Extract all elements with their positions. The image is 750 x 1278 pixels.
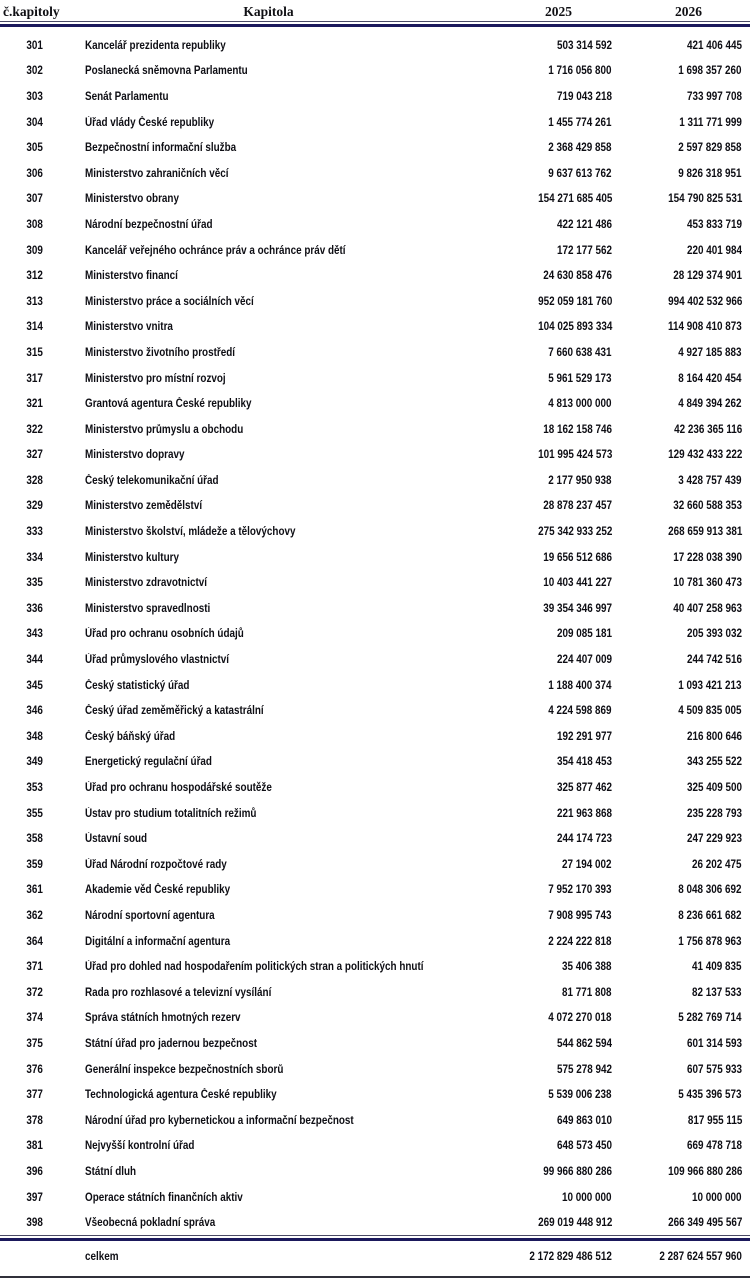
amount-2025: 1 188 400 374 xyxy=(548,679,612,692)
amount-2026: 82 137 533 xyxy=(692,986,742,999)
chapter-code: 313 xyxy=(26,295,44,308)
chapter-name: Všeobecná pokladní správa xyxy=(85,1217,216,1230)
amount-2025: 2 177 950 938 xyxy=(548,474,612,487)
amount-2026: 4 927 185 883 xyxy=(678,346,742,359)
amount-2025: 244 174 723 xyxy=(557,833,612,846)
table-row xyxy=(0,1158,750,1184)
amount-2026: 154 790 825 531 xyxy=(667,193,742,206)
table-row xyxy=(0,1056,750,1082)
chapter-code: 378 xyxy=(26,1114,44,1127)
table-row xyxy=(0,83,750,109)
chapter-code: 314 xyxy=(26,321,44,334)
chapter-name: Rada pro rozhlasové a televizní vysílání xyxy=(85,986,272,999)
amount-2025: 172 177 562 xyxy=(557,244,612,257)
chapter-name: Akademie věd České republiky xyxy=(85,884,231,897)
amount-2026: 8 164 420 454 xyxy=(678,372,742,385)
chapter-name: Energetický regulační úřad xyxy=(85,756,212,769)
chapter-name: Senát Parlamentu xyxy=(85,90,169,103)
chapter-code: 355 xyxy=(26,807,44,820)
chapter-code: 307 xyxy=(26,193,44,206)
amount-2026: 669 478 718 xyxy=(687,1140,742,1153)
amount-2026: 40 407 258 963 xyxy=(673,602,742,615)
chapter-name: Ústavní soud xyxy=(85,833,148,846)
amount-2026: 8 236 661 682 xyxy=(678,909,742,922)
amount-2026: 235 228 793 xyxy=(687,807,742,820)
table-row xyxy=(0,160,750,186)
chapter-code: 397 xyxy=(26,1191,44,1204)
chapter-name: Ministerstvo pro místní rozvoj xyxy=(85,372,226,385)
chapter-name: Ministerstvo kultury xyxy=(85,551,179,564)
header-chapter-name: Kapitola xyxy=(243,3,294,19)
amount-2025: 154 271 685 405 xyxy=(537,193,612,206)
amount-2026: 453 833 719 xyxy=(687,218,742,231)
amount-2026: 42 236 365 116 xyxy=(673,423,742,436)
chapter-name: Ministerstvo práce a sociálních věcí xyxy=(85,295,254,308)
header-year-2026: 2026 xyxy=(675,3,702,19)
amount-2026: 109 966 880 286 xyxy=(667,1165,742,1178)
amount-2026: 205 393 032 xyxy=(687,628,742,641)
table-row xyxy=(0,723,750,749)
amount-2026: 9 826 318 951 xyxy=(678,167,742,180)
chapter-name: Technologická agentura České republiky xyxy=(85,1089,277,1102)
chapter-code: 333 xyxy=(26,526,44,539)
chapter-name: Kancelář prezidenta republiky xyxy=(85,39,226,52)
table-row xyxy=(0,544,750,570)
table-row xyxy=(0,442,750,468)
amount-2026: 41 409 835 xyxy=(692,961,742,974)
amount-2025: 422 121 486 xyxy=(557,218,612,231)
chapter-name: Správa státních hmotných rezerv xyxy=(85,1012,241,1025)
table-row xyxy=(0,211,750,237)
chapter-code: 353 xyxy=(26,782,44,795)
amount-2026: 28 129 374 901 xyxy=(673,270,742,283)
amount-2026: 421 406 445 xyxy=(687,39,742,52)
chapter-name: Bezpečnostní informační služba xyxy=(85,142,237,155)
amount-2026: 17 228 038 390 xyxy=(673,551,742,564)
table-row xyxy=(0,825,750,851)
amount-2025: 7 952 170 393 xyxy=(548,884,612,897)
chapter-name: Ministerstvo životního prostředí xyxy=(85,346,236,359)
chapter-name: Úřad průmyslového vlastnictví xyxy=(85,654,230,667)
table-body xyxy=(0,27,750,1235)
amount-2026: 129 432 433 222 xyxy=(667,449,742,462)
table-row xyxy=(0,1133,750,1159)
chapter-name: Úřad pro ochranu hospodářské soutěže xyxy=(85,782,272,795)
chapter-code: 306 xyxy=(26,167,44,180)
chapter-name: Ministerstvo dopravy xyxy=(85,449,185,462)
chapter-name: Ministerstvo spravedlnosti xyxy=(85,602,211,615)
table-row xyxy=(0,518,750,544)
chapter-name: Úřad pro dohled nad hospodařením politických stran a politických hnutí xyxy=(85,961,424,974)
amount-2026: 325 409 500 xyxy=(687,782,742,795)
amount-2026: 4 509 835 005 xyxy=(678,705,742,718)
chapter-code: 309 xyxy=(26,244,44,257)
table-row xyxy=(0,365,750,391)
chapter-code: 377 xyxy=(26,1089,44,1102)
amount-2025: 1 716 056 800 xyxy=(548,65,612,78)
table-row xyxy=(0,928,750,954)
chapter-code: 398 xyxy=(26,1217,44,1230)
table-row xyxy=(0,595,750,621)
table-row xyxy=(0,134,750,160)
amount-2025: 24 630 858 476 xyxy=(543,270,612,283)
table-row xyxy=(0,851,750,877)
total-label: celkem xyxy=(85,1250,119,1263)
amount-2025: 81 771 808 xyxy=(562,986,612,999)
amount-2026: 994 402 532 966 xyxy=(667,295,742,308)
amount-2026: 1 311 771 999 xyxy=(679,116,742,129)
table-row xyxy=(0,390,750,416)
amount-2025: 19 656 512 686 xyxy=(543,551,612,564)
amount-2026: 1 093 421 213 xyxy=(678,679,742,692)
chapter-code: 376 xyxy=(26,1063,44,1076)
chapter-name: Úřad vlády České republiky xyxy=(85,116,215,129)
table-row xyxy=(0,109,750,135)
table-header-row xyxy=(0,0,750,21)
chapter-code: 349 xyxy=(26,756,44,769)
chapter-code: 308 xyxy=(26,218,44,231)
amount-2025: 575 278 942 xyxy=(557,1063,612,1076)
chapter-code: 396 xyxy=(26,1165,44,1178)
amount-2025: 269 019 448 912 xyxy=(537,1217,612,1230)
amount-2025: 10 000 000 xyxy=(562,1191,612,1204)
chapter-code: 329 xyxy=(26,500,44,513)
amount-2025: 275 342 933 252 xyxy=(537,526,612,539)
chapter-name: Český úřad zeměměřický a katastrální xyxy=(85,705,264,718)
chapter-code: 358 xyxy=(26,833,44,846)
amount-2026: 607 575 933 xyxy=(687,1063,742,1076)
chapter-code: 375 xyxy=(26,1037,44,1050)
amount-2026: 4 849 394 262 xyxy=(678,398,742,411)
chapter-code: 362 xyxy=(26,909,44,922)
amount-2026: 32 660 588 353 xyxy=(673,500,742,513)
chapter-name: Ministerstvo průmyslu a obchodu xyxy=(85,423,244,436)
amount-2025: 101 995 424 573 xyxy=(537,449,612,462)
amount-2025: 99 966 880 286 xyxy=(543,1165,612,1178)
header-chapter-number: č.kapitoly xyxy=(3,3,60,19)
amount-2025: 35 406 388 xyxy=(562,961,612,974)
amount-2026: 1 756 878 963 xyxy=(678,935,742,948)
chapter-code: 364 xyxy=(26,935,44,948)
chapter-code: 304 xyxy=(26,116,44,129)
chapter-code: 343 xyxy=(26,628,44,641)
amount-2025: 649 863 010 xyxy=(557,1114,612,1127)
chapter-code: 303 xyxy=(26,90,44,103)
header-year-2025: 2025 xyxy=(545,3,572,19)
chapter-name: Ministerstvo zdravotnictví xyxy=(85,577,208,590)
total-amount-2025: 2 172 829 486 512 xyxy=(529,1250,612,1263)
table-row xyxy=(0,32,750,58)
total-row xyxy=(0,1241,750,1271)
amount-2025: 39 354 346 997 xyxy=(543,602,612,615)
amount-2026: 5 282 769 714 xyxy=(678,1012,742,1025)
amount-2025: 325 877 462 xyxy=(557,782,612,795)
amount-2025: 221 963 868 xyxy=(557,807,612,820)
table-row xyxy=(0,467,750,493)
chapter-code: 315 xyxy=(26,346,44,359)
chapter-name: Nejvyšší kontrolní úřad xyxy=(85,1140,195,1153)
chapter-name: Úřad Národní rozpočtové rady xyxy=(85,858,227,871)
amount-2025: 2 224 222 818 xyxy=(548,935,612,948)
chapter-name: Český telekomunikační úřad xyxy=(85,474,219,487)
chapter-name: Národní úřad pro kybernetickou a informační bezpečnost xyxy=(85,1114,354,1127)
chapter-name: Ministerstvo školství, mládeže a tělovýchovy xyxy=(85,526,296,539)
chapter-code: 335 xyxy=(26,577,44,590)
table-row xyxy=(0,314,750,340)
amount-2026: 247 229 923 xyxy=(687,833,742,846)
table-row xyxy=(0,1030,750,1056)
amount-2026: 2 597 829 858 xyxy=(678,142,742,155)
amount-2025: 104 025 893 334 xyxy=(537,321,612,334)
amount-2025: 5 539 006 238 xyxy=(548,1089,612,1102)
table-row xyxy=(0,646,750,672)
chapter-code: 361 xyxy=(26,884,44,897)
amount-2026: 244 742 516 xyxy=(687,654,742,667)
table-row xyxy=(0,186,750,212)
table-row xyxy=(0,672,750,698)
table-row xyxy=(0,800,750,826)
table-row xyxy=(0,979,750,1005)
chapter-code: 305 xyxy=(26,142,44,155)
amount-2025: 2 368 429 858 xyxy=(548,142,612,155)
chapter-name: Český báňský úřad xyxy=(85,730,176,743)
chapter-name: Digitální a informační agentura xyxy=(85,935,231,948)
chapter-name: Ministerstvo zahraničních věcí xyxy=(85,167,229,180)
chapter-name: Ministerstvo obrany xyxy=(85,193,179,206)
chapter-code: 346 xyxy=(26,705,44,718)
amount-2025: 5 961 529 173 xyxy=(548,372,612,385)
table-row xyxy=(0,288,750,314)
amount-2026: 733 997 708 xyxy=(687,90,742,103)
chapter-code: 322 xyxy=(26,423,44,436)
table-row xyxy=(0,749,750,775)
amount-2026: 220 401 984 xyxy=(687,244,742,257)
amount-2025: 9 637 613 762 xyxy=(548,167,612,180)
amount-2025: 719 043 218 xyxy=(557,90,612,103)
chapter-name: Operace státních finančních aktiv xyxy=(85,1191,243,1204)
amount-2026: 26 202 475 xyxy=(692,858,742,871)
table-row xyxy=(0,339,750,365)
chapter-code: 328 xyxy=(26,474,44,487)
chapter-code: 381 xyxy=(26,1140,44,1153)
chapter-name: Český statistický úřad xyxy=(85,679,190,692)
chapter-name: Státní úřad pro jadernou bezpečnost xyxy=(85,1037,257,1050)
table-row xyxy=(0,1184,750,1210)
amount-2026: 601 314 593 xyxy=(687,1037,742,1050)
chapter-code: 371 xyxy=(26,961,44,974)
amount-2025: 503 314 592 xyxy=(557,39,612,52)
table-row xyxy=(0,58,750,84)
table-row xyxy=(0,774,750,800)
amount-2025: 192 291 977 xyxy=(557,730,612,743)
table-row xyxy=(0,237,750,263)
total-amount-2026: 2 287 624 557 960 xyxy=(659,1250,742,1263)
amount-2025: 648 573 450 xyxy=(557,1140,612,1153)
amount-2026: 216 800 646 xyxy=(687,730,742,743)
chapter-code: 327 xyxy=(26,449,44,462)
amount-2025: 544 862 594 xyxy=(557,1037,612,1050)
chapter-code: 374 xyxy=(26,1012,44,1025)
table-row xyxy=(0,697,750,723)
amount-2025: 27 194 002 xyxy=(562,858,612,871)
chapter-name: Grantová agentura České republiky xyxy=(85,398,252,411)
chapter-name: Kancelář veřejného ochránce práv a ochránce práv dětí xyxy=(85,244,346,257)
amount-2025: 4 224 598 869 xyxy=(548,705,612,718)
amount-2025: 7 908 995 743 xyxy=(548,909,612,922)
table-row xyxy=(0,902,750,928)
chapter-name: Poslanecká sněmovna Parlamentu xyxy=(85,65,248,78)
amount-2025: 10 403 441 227 xyxy=(543,577,612,590)
amount-2026: 817 955 115 xyxy=(687,1114,742,1127)
amount-2025: 952 059 181 760 xyxy=(537,295,612,308)
chapter-name: Ústav pro studium totalitních režimů xyxy=(85,807,257,820)
amount-2025: 4 072 270 018 xyxy=(548,1012,612,1025)
chapter-name: Národní sportovní agentura xyxy=(85,909,215,922)
table-row xyxy=(0,569,750,595)
table-row xyxy=(0,262,750,288)
amount-2025: 1 455 774 261 xyxy=(548,116,612,129)
table-row xyxy=(0,493,750,519)
chapter-code: 312 xyxy=(26,270,44,283)
amount-2025: 28 878 237 457 xyxy=(543,500,612,513)
amount-2025: 209 085 181 xyxy=(557,628,612,641)
chapter-name: Ministerstvo zemědělství xyxy=(85,500,203,513)
chapter-code: 344 xyxy=(26,654,44,667)
amount-2026: 10 781 360 473 xyxy=(673,577,742,590)
chapter-name: Ministerstvo financí xyxy=(85,270,178,283)
amount-2026: 343 255 522 xyxy=(687,756,742,769)
table-row xyxy=(0,621,750,647)
table-row xyxy=(0,1081,750,1107)
chapter-code: 345 xyxy=(26,679,44,692)
amount-2025: 354 418 453 xyxy=(557,756,612,769)
chapter-code: 301 xyxy=(26,39,44,52)
chapter-code: 359 xyxy=(26,858,44,871)
table-row xyxy=(0,877,750,903)
amount-2026: 10 000 000 xyxy=(692,1191,742,1204)
amount-2026: 3 428 757 439 xyxy=(678,474,742,487)
table-row xyxy=(0,953,750,979)
chapter-code: 302 xyxy=(26,65,44,78)
amount-2025: 18 162 158 746 xyxy=(543,423,612,436)
amount-2026: 268 659 913 381 xyxy=(667,526,742,539)
chapter-code: 334 xyxy=(26,551,44,564)
amount-2026: 8 048 306 692 xyxy=(678,884,742,897)
amount-2026: 266 349 495 567 xyxy=(667,1217,742,1230)
amount-2025: 224 407 009 xyxy=(557,654,612,667)
chapter-code: 321 xyxy=(26,398,44,411)
chapter-name: Národní bezpečnostní úřad xyxy=(85,218,213,231)
chapter-name: Státní dluh xyxy=(85,1165,137,1178)
chapter-code: 336 xyxy=(26,602,44,615)
chapter-code: 348 xyxy=(26,730,44,743)
chapter-name: Generální inspekce bezpečnostních sborů xyxy=(85,1063,284,1076)
amount-2025: 7 660 638 431 xyxy=(548,346,612,359)
amount-2026: 114 908 410 873 xyxy=(668,321,742,334)
chapter-name: Ministerstvo vnitra xyxy=(85,321,173,334)
amount-2026: 1 698 357 260 xyxy=(678,65,742,78)
table-row xyxy=(0,416,750,442)
chapter-code: 317 xyxy=(26,372,44,385)
chapter-code: 372 xyxy=(26,986,44,999)
amount-2025: 4 813 000 000 xyxy=(548,398,612,411)
table-row xyxy=(0,1005,750,1031)
chapter-name: Úřad pro ochranu osobních údajů xyxy=(85,628,244,641)
amount-2026: 5 435 396 573 xyxy=(678,1089,742,1102)
table-row xyxy=(0,1209,750,1235)
table-row xyxy=(0,1107,750,1133)
